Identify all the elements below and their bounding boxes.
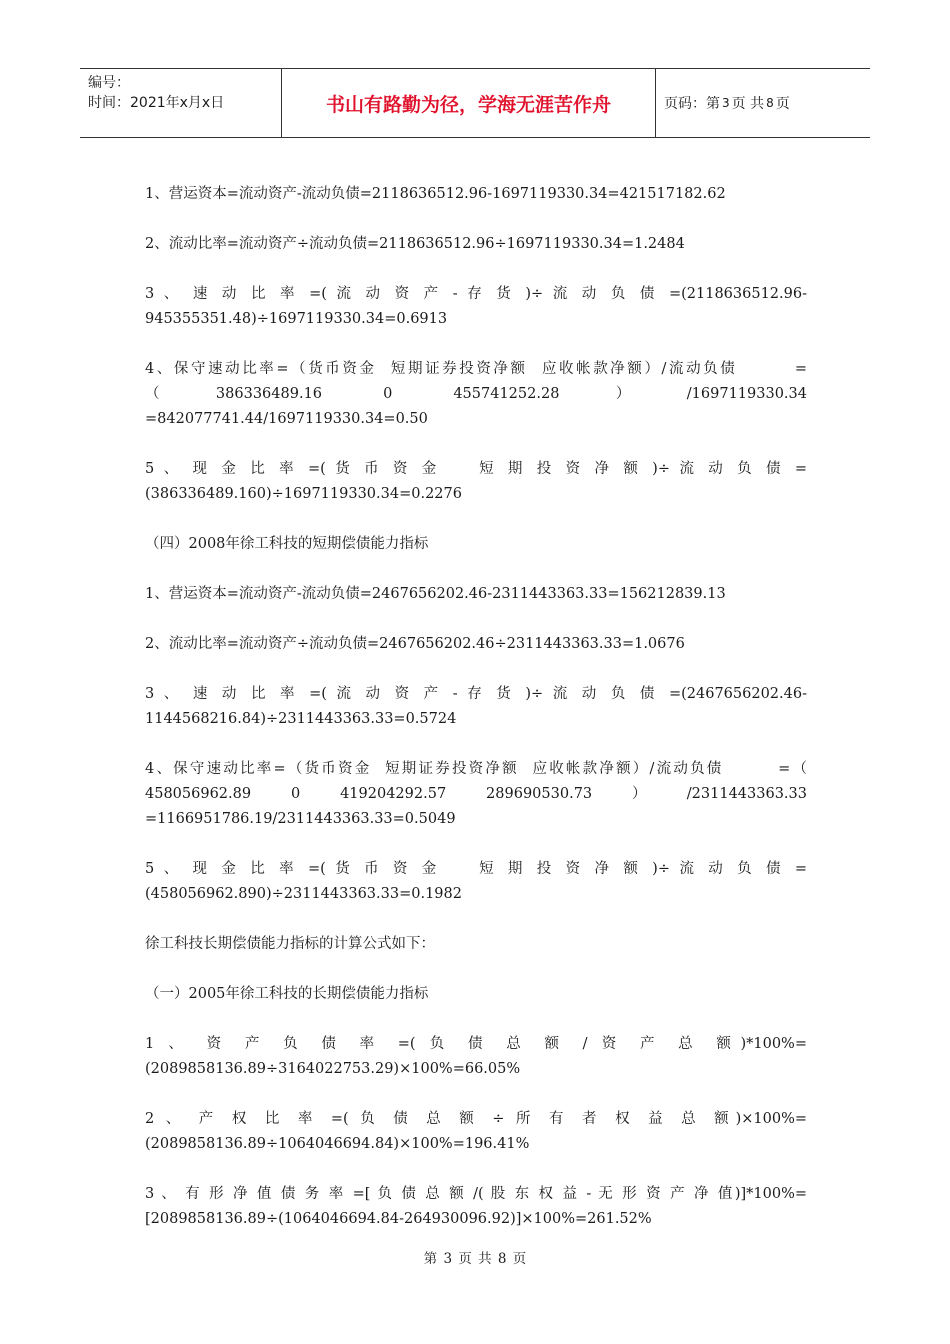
- paragraph: 3 、 速 动 比 率 =( 流 动 资 产 - 存 货 )÷ 流 动 负 债 =(2467656202.46-1144568216.84)÷2311443363.33=0.5724: [145, 686, 807, 727]
- paragraph: 1、营运资本=流动资产-流动负债=2118636512.96-1697119330.34=421517182.62: [145, 186, 726, 202]
- paragraph: 4、保守速动比率=（货币资金 短期证券投资净额 应收帐款净额）/流动负债 =（386336489.16 0 455741252.28）/1697119330.34 =842077741.44/1697119330.34=0.50: [145, 361, 826, 427]
- paragraph: 2 、 产 权 比 率 =( 负 债 总 额 ÷ 所 有 者 权 益 总 额)×100%=(2089858136.89÷1064046694.84)×100%=196.41%: [145, 1111, 807, 1152]
- page-footer: 第 3 页 共 8 页: [423, 1251, 527, 1267]
- number-label: 编号：: [88, 75, 130, 91]
- page-label-mid: 页 共: [731, 96, 765, 112]
- paragraph: 3 、 有 形 净 值 债 务 率 =[ 负 债 总 额 /( 股 东 权 益 - 无 形 资 产 净 值)]*100%=[2089858136.89÷(1064046694.84-264930096.92)]×100%=261.52%: [145, 1186, 807, 1227]
- page-header: [80, 68, 870, 138]
- paragraph: 5 、 现 金 比 率 =( 货 币 资 金 短 期 投 资 净 额 )÷ 流 动 负 债 =(386336489.160)÷1697119330.34=0.2276: [145, 461, 807, 502]
- header-meta: [80, 69, 282, 137]
- paragraph: 3 、 速 动 比 率 =( 流 动 资 产 - 存 货 )÷ 流 动 负 债 =(2118636512.96-945355351.48)÷1697119330.34=0.6913: [145, 286, 807, 327]
- paragraph: 2、流动比率=流动资产÷流动负债=2467656202.46÷2311443363.33=1.0676: [145, 636, 685, 652]
- section-intro: 徐工科技长期偿债能力指标的计算公式如下：: [145, 936, 435, 952]
- section-heading: （四）2008年徐工科技的短期偿债能力指标: [145, 536, 429, 552]
- header-page-info: [656, 69, 870, 137]
- header-motto: 书山有路勤为径，学海无涯苦作舟: [282, 69, 656, 137]
- page-current: 3: [722, 96, 730, 110]
- page-label-suffix: 页: [775, 96, 790, 112]
- document-body: [145, 182, 844, 1257]
- paragraph: 1、营运资本=流动资产-流动负债=2467656202.46-2311443363.33=156212839.13: [145, 586, 726, 602]
- paragraph: 2、流动比率=流动资产÷流动负债=2118636512.96÷1697119330.34=1.2484: [145, 236, 685, 252]
- paragraph: 4、保守速动比率=（货币资金 短期证券投资净额 应收帐款净额）/流动负债 =（ 458056962.89 0 419204292.57 289690530.73 ） /2311443363.33 =1166951786.19/2311443363.33=0.5049: [145, 761, 844, 827]
- paragraph: 1 、 资 产 负 债 率 =( 负 债 总 额 / 资 产 总 额)*100%=(2089858136.89÷3164022753.29)×100%=66.05%: [145, 1036, 807, 1077]
- page-label-prefix: 页码：第: [664, 96, 720, 112]
- section-heading: （一）2005年徐工科技的长期偿债能力指标: [145, 986, 429, 1002]
- page-total: 8: [766, 96, 774, 110]
- time-label: 时间：2021年x月x日: [88, 95, 225, 111]
- paragraph: 5 、 现 金 比 率 =( 货 币 资 金 短 期 投 资 净 额 )÷ 流 动 负 债 =(458056962.890)÷2311443363.33=0.1982: [145, 861, 807, 902]
